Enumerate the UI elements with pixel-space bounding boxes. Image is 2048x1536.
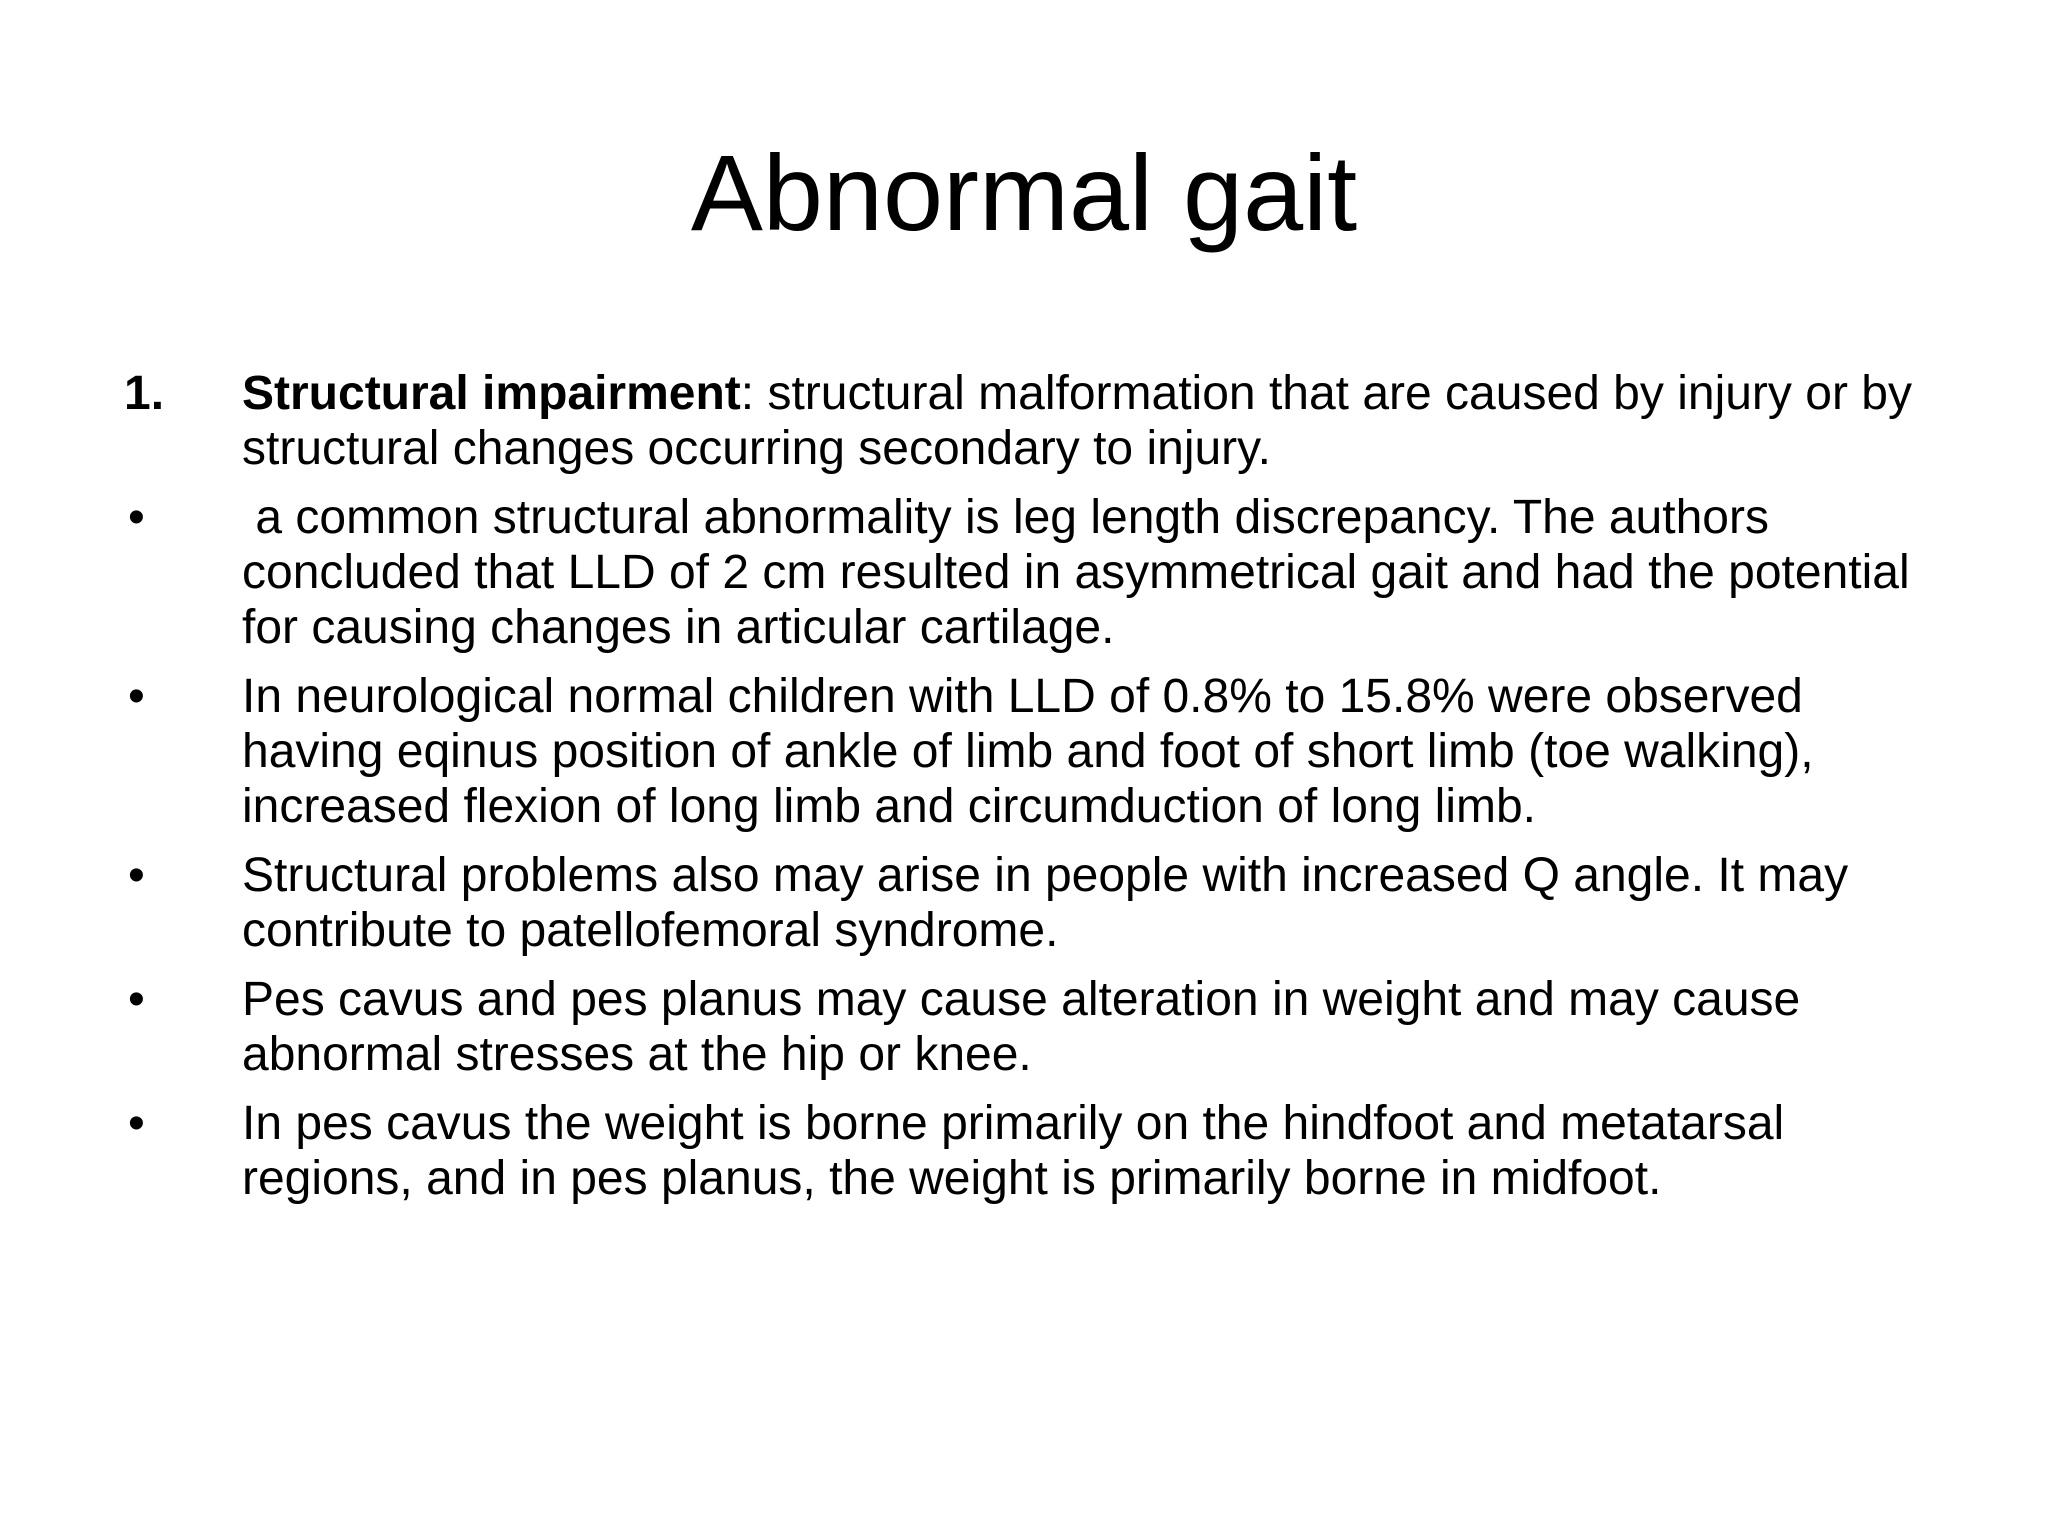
item-text: Structural problems also may arise in people with increased Q angle. It may contribute to patellofemoral syndrome. bbox=[242, 849, 1849, 957]
bullet-marker: • bbox=[128, 973, 145, 1026]
list-item-pes-cavus-planus bbox=[124, 972, 1954, 1082]
bullet-marker: • bbox=[128, 1097, 145, 1150]
bullet-marker: • bbox=[128, 670, 145, 723]
item-lead-term: Structural impairment bbox=[242, 367, 741, 420]
item-text: a common structural abnormality is leg length discrepancy. The authors concluded that LLD of 2 cm resulted in asymmetrical gait and had the potential for causing changes in articular cartilage. bbox=[242, 491, 1923, 654]
list-item-weight-distribution bbox=[124, 1096, 1954, 1206]
list-item-structural-impairment bbox=[124, 366, 1954, 476]
item-text: In pes cavus the weight is borne primarily on the hindfoot and metatarsal regions, and in pes planus, the weight is primarily borne in midfoot. bbox=[242, 1097, 1785, 1205]
slide-body bbox=[124, 366, 1954, 1220]
list-item-q-angle bbox=[124, 848, 1954, 958]
slide-title: Abnormal gait bbox=[690, 132, 1358, 253]
item-text: In neurological normal children with LLD of 0.8% to 15.8% were observed having eqinus position of ankle of limb and foot of short limb (toe walking), increased flexion of long limb and circumduction of long limb. bbox=[242, 670, 1814, 833]
list-item-neurological-children bbox=[124, 669, 1954, 834]
list-number: 1. bbox=[124, 367, 165, 420]
item-text: Pes cavus and pes planus may cause alteration in weight and may cause abnormal stresses at the hip or knee. bbox=[242, 973, 1801, 1081]
item-text: : structural malformation that are caused by injury or by structural changes occurring secondary to injury. bbox=[242, 367, 1912, 475]
bullet-marker: • bbox=[128, 491, 145, 544]
bullet-marker: • bbox=[128, 849, 145, 902]
list-item-leg-length bbox=[124, 490, 1954, 655]
